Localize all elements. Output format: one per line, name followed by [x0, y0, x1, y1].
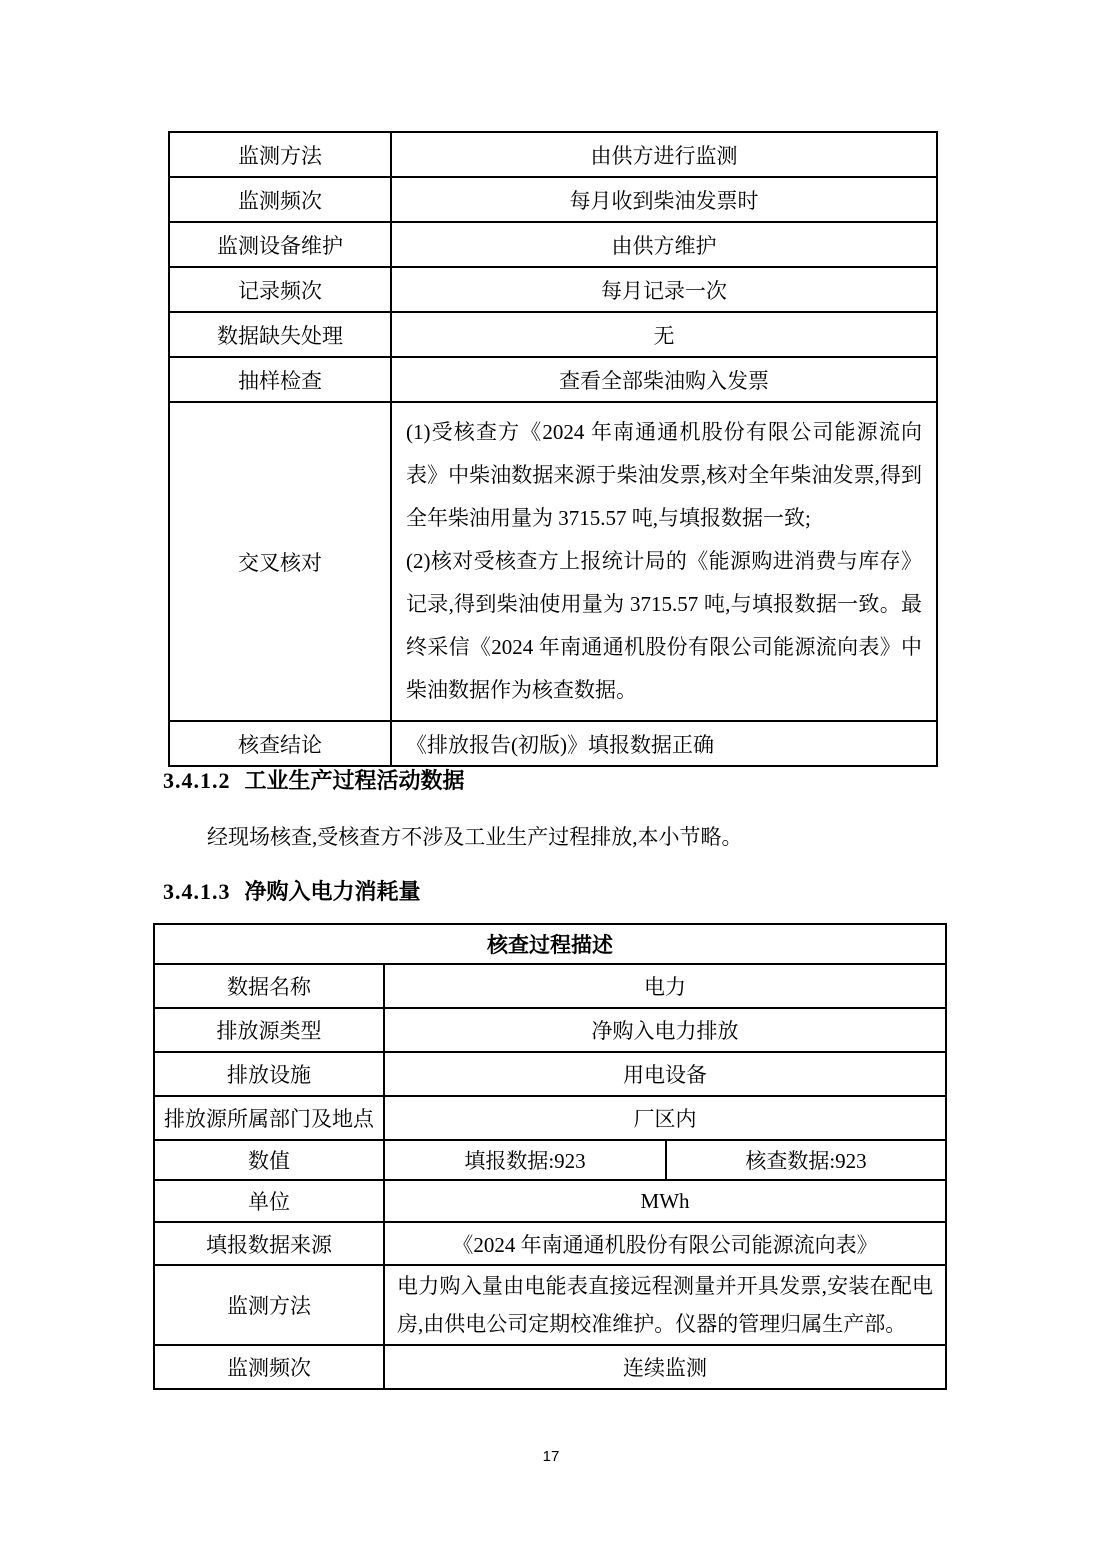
row-value: 由供方维护 [391, 222, 937, 267]
row-value: 无 [391, 312, 937, 357]
row-label: 填报数据来源 [154, 1222, 384, 1265]
table-row [169, 222, 937, 267]
row-label: 排放设施 [154, 1052, 384, 1096]
section-title: 净购入电力消耗量 [244, 879, 421, 904]
row-value: 《2024 年南通通机股份有限公司能源流向表》 [384, 1222, 946, 1265]
table-row [169, 312, 937, 357]
row-label: 记录频次 [169, 267, 391, 312]
row-label: 监测方法 [154, 1265, 384, 1345]
table-row [154, 964, 946, 1008]
row-value: 用电设备 [384, 1052, 946, 1096]
monitoring-method-row [154, 1265, 946, 1345]
row-label: 排放源所属部门及地点 [154, 1096, 384, 1140]
reported-value: 填报数据:923 [384, 1140, 666, 1180]
section-number: 3.4.1.3 [163, 879, 231, 904]
row-label: 数值 [154, 1140, 384, 1180]
conclusion-row [169, 721, 937, 766]
cross-check-row [169, 402, 937, 721]
table-row [154, 1096, 946, 1140]
cross-check-paragraph-1: (1)受核查方《2024 年南通通机股份有限公司能源流向表》中柴油数据来源于柴油发票,核对全年柴油发票,得到全年柴油用量为 3715.57 吨,与填报数据一致; [406, 420, 922, 530]
value-row [154, 1140, 946, 1180]
section-title: 工业生产过程活动数据 [244, 768, 465, 793]
row-label: 抽样检查 [169, 357, 391, 402]
table-row [154, 1180, 946, 1222]
row-label: 交叉核对 [169, 402, 391, 721]
table-row [169, 177, 937, 222]
row-value: 每月记录一次 [391, 267, 937, 312]
table-row [169, 357, 937, 402]
row-value: 电力购入量由电能表直接远程测量并开具发票,安装在配电房,由供电公司定期校准维护。仪器的管理归属生产部。 [384, 1265, 946, 1345]
row-value: 《排放报告(初版)》填报数据正确 [391, 721, 937, 766]
row-label: 单位 [154, 1180, 384, 1222]
verified-value: 核查数据:923 [666, 1140, 946, 1180]
table-row [154, 1345, 946, 1389]
row-value: 厂区内 [384, 1096, 946, 1140]
row-label: 核查结论 [169, 721, 391, 766]
cross-check-text [391, 402, 937, 721]
table-row [169, 267, 937, 312]
row-value: 电力 [384, 964, 946, 1008]
row-value: 由供方进行监测 [391, 132, 937, 177]
electricity-verification-table [153, 923, 947, 1390]
row-label: 监测频次 [154, 1345, 384, 1389]
section-heading-industrial-process [163, 764, 465, 795]
cross-check-paragraph-2: (2)核对受核查方上报统计局的《能源购进消费与库存》记录,得到柴油使用量为 3715.57 吨,与填报数据一致。最终采信《2024 年南通通机股份有限公司能源流向表》中柴油数据作为核查数据。 [406, 549, 922, 702]
diesel-monitoring-table [168, 131, 938, 767]
page-number: 17 [542, 1448, 560, 1465]
section-number: 3.4.1.2 [163, 768, 231, 793]
section-body-text: 经现场核查,受核查方不涉及工业生产过程排放,本小节略。 [207, 825, 743, 849]
row-label: 监测方法 [169, 132, 391, 177]
table-header-row [154, 924, 946, 964]
row-value: 查看全部柴油购入发票 [391, 357, 937, 402]
row-label: 监测频次 [169, 177, 391, 222]
row-value: 每月收到柴油发票时 [391, 177, 937, 222]
row-label: 数据名称 [154, 964, 384, 1008]
row-value: MWh [384, 1180, 946, 1222]
row-value: 净购入电力排放 [384, 1008, 946, 1052]
row-label: 监测设备维护 [169, 222, 391, 267]
row-label: 数据缺失处理 [169, 312, 391, 357]
table-title: 核查过程描述 [154, 924, 946, 964]
table-row [169, 132, 937, 177]
table-row [154, 1052, 946, 1096]
table-row [154, 1222, 946, 1265]
row-value: 连续监测 [384, 1345, 946, 1389]
row-label: 排放源类型 [154, 1008, 384, 1052]
section-heading-purchased-electricity [163, 875, 421, 906]
table-row [154, 1008, 946, 1052]
